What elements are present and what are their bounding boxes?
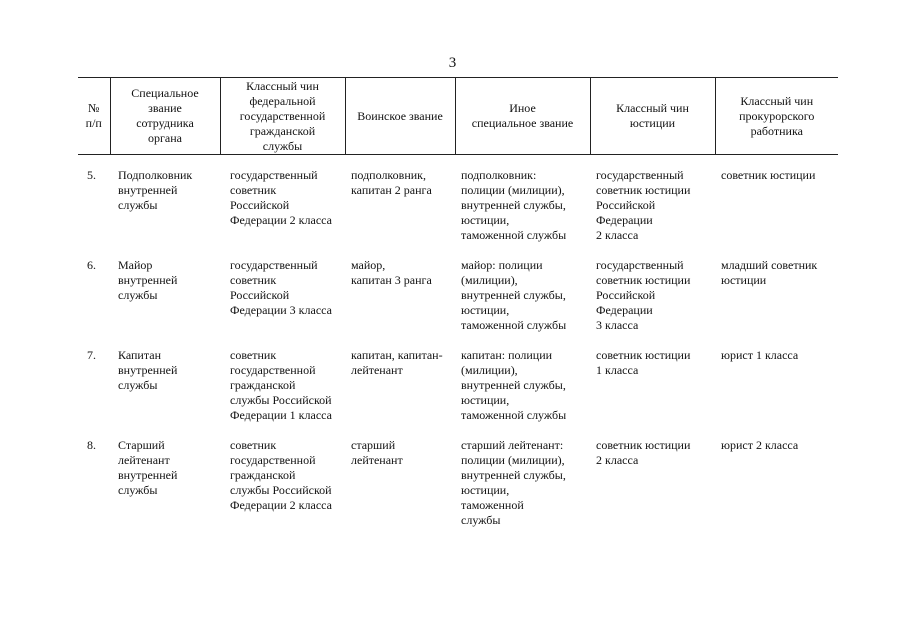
cell-line: майор: полиции (461, 258, 543, 272)
cell-line: лейтенант (351, 453, 403, 467)
cell-line: капитан 2 ранга (351, 183, 432, 197)
cell-line: лейтенант (118, 453, 170, 467)
cell-line: Федерации 1 класса (230, 408, 332, 422)
cell-line: советник юстиции (596, 273, 691, 287)
cell-line: Специальное (131, 86, 199, 100)
table-row (78, 333, 838, 423)
cell-row-number: 7. (87, 348, 96, 362)
cell-special-rank (110, 333, 220, 423)
cell-line: гражданской (230, 468, 296, 482)
cell-line: полиции (милиции), (461, 183, 565, 197)
cell-prosecutor-rank (715, 243, 838, 333)
cell-line: государственный (596, 168, 684, 182)
cell-line: п/п (85, 116, 102, 130)
cell-line: государственный (596, 258, 684, 272)
cell-line: Российской (230, 198, 290, 212)
cell-line: службы (118, 483, 158, 497)
cell-line: Российской (596, 288, 656, 302)
cell-line: Федерации 2 класса (230, 498, 332, 512)
cell-line: полиции (милиции), (461, 453, 565, 467)
cell-line: государственной (239, 108, 326, 123)
cell-line: Иное (509, 101, 536, 115)
cell-other-special-rank (455, 423, 590, 528)
cell-line: внутренней (118, 273, 178, 287)
cell-line: прокурорского (739, 108, 815, 123)
cell-line: Подполковник (118, 168, 193, 182)
cell-line: государственный (230, 168, 318, 182)
table-row (78, 243, 838, 333)
cell-other-special-rank (455, 155, 590, 244)
cell-line: советник (230, 273, 277, 287)
cell-line: Старший (118, 438, 165, 452)
page-number: 3 (448, 55, 457, 71)
cell-line: (милиции), (461, 273, 518, 287)
cell-other-special-rank (455, 333, 590, 423)
header-other-special-rank (455, 78, 590, 155)
cell-line: внутренней службы, (461, 468, 566, 482)
cell-special-rank (110, 423, 220, 528)
cell-line: работника (750, 123, 803, 138)
cell-line: службы (262, 138, 303, 153)
cell-line: (милиции), (461, 363, 518, 377)
cell-line: внутренней службы, (461, 288, 566, 302)
cell-line: 3 класса (596, 318, 639, 332)
cell-military-rank (345, 423, 455, 528)
cell-line: советник юстиции (596, 183, 691, 197)
cell-line: советник юстиции (721, 168, 816, 182)
cell-line: внутренней (118, 468, 178, 482)
cell-line: таможенной службы (461, 228, 567, 242)
cell-prosecutor-rank (715, 423, 838, 528)
cell-justice-rank (590, 423, 715, 528)
cell-justice-rank (590, 155, 715, 244)
cell-line: Классный чин (740, 93, 814, 108)
cell-row-number: 8. (87, 438, 96, 452)
cell-line: службы (461, 513, 501, 527)
cell-line: Российской (596, 198, 656, 212)
cell-line: советник (230, 348, 277, 362)
ranks-correspondence-table (78, 77, 838, 528)
cell-line: службы Российской (230, 393, 332, 407)
cell-civil-service-rank (220, 155, 345, 244)
cell-justice-rank (590, 243, 715, 333)
cell-line: Классный чин (616, 101, 689, 115)
cell-line: государственной (230, 453, 316, 467)
cell-line: Воинское звание (357, 108, 443, 123)
cell-line: советник юстиции (596, 438, 691, 452)
cell-line: майор, (351, 258, 386, 272)
cell-line: лейтенант (351, 363, 403, 377)
cell-line: подполковник, (351, 168, 426, 182)
cell-line: государственной (230, 363, 316, 377)
header-prosecutor-rank (715, 78, 838, 155)
cell-line: Майор (118, 258, 153, 272)
cell-line: внутренней (118, 183, 178, 197)
cell-line: сотрудника (136, 116, 194, 130)
cell-special-rank (110, 243, 220, 333)
cell-line: Федерации 3 класса (230, 303, 332, 317)
cell-justice-rank (590, 333, 715, 423)
cell-line: внутренней (118, 363, 178, 377)
cell-line: капитан 3 ранга (351, 273, 432, 287)
header-number (78, 78, 110, 155)
cell-line: Классный чин (246, 78, 319, 93)
cell-line: № (88, 101, 100, 115)
cell-line: старший лейтенант: (461, 438, 564, 452)
cell-line: таможенной (461, 498, 524, 512)
cell-civil-service-rank (220, 423, 345, 528)
cell-line: 2 класса (596, 453, 639, 467)
cell-line: советник (230, 438, 277, 452)
cell-row-number: 6. (87, 258, 96, 272)
cell-line: таможенной службы (461, 408, 567, 422)
cell-line: старший (351, 438, 396, 452)
header-special-rank (110, 78, 220, 155)
cell-line: гражданской (249, 123, 316, 138)
cell-special-rank (110, 155, 220, 244)
cell-line: капитан: полиции (461, 348, 553, 362)
cell-line: капитан, капитан- (351, 348, 443, 362)
cell-civil-service-rank (220, 243, 345, 333)
cell-line: службы (118, 378, 158, 392)
table-header-row (78, 78, 838, 155)
cell-row-number: 5. (87, 168, 96, 182)
cell-prosecutor-rank (715, 155, 838, 244)
cell-line: юрист 1 класса (721, 348, 799, 362)
cell-prosecutor-rank (715, 333, 838, 423)
cell-line: государственный (230, 258, 318, 272)
cell-line: 1 класса (596, 363, 639, 377)
cell-line: внутренней службы, (461, 198, 566, 212)
cell-line: советник юстиции (596, 348, 691, 362)
cell-line: звание (148, 101, 182, 115)
cell-military-rank (345, 333, 455, 423)
cell-line: советник (230, 183, 277, 197)
cell-line: подполковник: (461, 168, 537, 182)
cell-civil-service-rank (220, 333, 345, 423)
cell-line: внутренней службы, (461, 378, 566, 392)
cell-line: юрист 2 класса (721, 438, 799, 452)
cell-line: Капитан (118, 348, 161, 362)
cell-line: младший советник (721, 258, 818, 272)
cell-line: Российской (230, 288, 290, 302)
cell-line: юстиции (629, 116, 676, 130)
cell-other-special-rank (455, 243, 590, 333)
cell-line: Федерации (596, 213, 653, 227)
table-body (78, 155, 838, 529)
cell-line: службы (118, 288, 158, 302)
cell-line: Федерации (596, 303, 653, 317)
header-justice-rank (590, 78, 715, 155)
cell-military-rank (345, 155, 455, 244)
cell-line: юстиции, (461, 393, 510, 407)
header-military-rank (345, 78, 455, 155)
cell-line: службы Российской (230, 483, 332, 497)
cell-line: гражданской (230, 378, 296, 392)
cell-line: 2 класса (596, 228, 639, 242)
cell-line: Федерации 2 класса (230, 213, 332, 227)
cell-military-rank (345, 243, 455, 333)
table-row (78, 423, 838, 528)
cell-line: таможенной службы (461, 318, 567, 332)
cell-line: федеральной (249, 93, 316, 108)
cell-line: юстиции (721, 273, 767, 287)
cell-line: органа (148, 131, 182, 145)
cell-line: службы (118, 198, 158, 212)
cell-line: юстиции, (461, 303, 510, 317)
table-row (78, 155, 838, 244)
cell-line: юстиции, (461, 483, 510, 497)
cell-line: специальное звание (471, 116, 574, 130)
header-civil-service-rank (220, 78, 345, 155)
cell-line: юстиции, (461, 213, 510, 227)
